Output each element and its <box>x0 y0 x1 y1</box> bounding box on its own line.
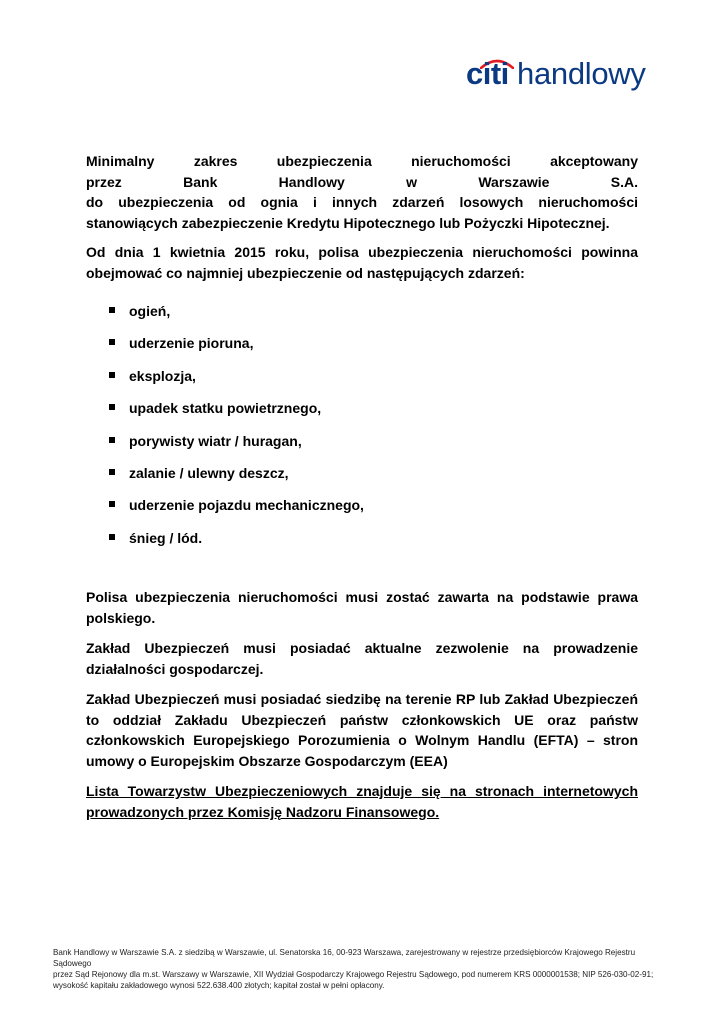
bullet-square-icon <box>109 339 115 345</box>
heading-line-2: przez Bank Handlowy w Warszawie S.A. <box>86 173 638 190</box>
heading-line-1: Minimalny zakres ubezpieczenia nieruchomości akceptowany <box>86 153 638 169</box>
bullet-square-icon <box>109 372 115 378</box>
bullet-square-icon <box>109 469 115 475</box>
section-spacer <box>86 560 638 587</box>
list-item <box>86 366 638 398</box>
citi-handlowy-logo <box>466 54 652 98</box>
heading-line-4: stanowiących zabezpieczenie Kredytu Hipotecznego lub Pożyczki Hipotecznej. <box>86 214 610 231</box>
logo-name: handlowy <box>517 56 646 91</box>
list-item <box>86 333 638 365</box>
list-item <box>86 301 638 333</box>
heading-line-3: do ubezpieczenia od ognia i innych zdarzeń losowych nieruchomości <box>86 194 638 210</box>
seat-paragraph: Zakład Ubezpieczeń musi posiadać siedzibę na terenie RP lub Zakład Ubezpieczeń to oddział Zakładu Ubezpieczeń państw członkowskich UE oraz państw członkowskich Europejskiego Porozumienia o Wolnym Handlu (EFTA) – stron umowy o Europejskim Obszarze Gospodarczym (EEA) <box>86 691 638 769</box>
bullet-square-icon <box>109 437 115 443</box>
intro-paragraph: Od dnia 1 kwietnia 2015 roku, polisa ubezpieczenia nieruchomości powinna obejmować co najmniej ubezpieczenie od następujących zdarzeń: <box>86 244 638 281</box>
knf-list-link[interactable]: Lista Towarzystw Ubezpieczeniowych znajduje się na stronach internetowych prowadzonych przez Komisję Nadzoru Finansowego. <box>86 783 638 820</box>
bullet-square-icon <box>109 307 115 313</box>
list-item-text: uderzenie pojazdu mechanicznego, <box>129 497 364 514</box>
list-item <box>86 398 638 430</box>
list-item-text: upadek statku powietrznego, <box>129 400 322 417</box>
footer-line-2: przez Sąd Rejonowy dla m.st. Warszawy w Warszawie, XII Wydział Gospodarczy Krajowego Rejestru Sądowego, pod numerem KRS 0000001538; NIP 526-030-02-91; <box>53 970 654 979</box>
list-item-text: porywisty wiatr / huragan, <box>129 432 302 449</box>
law-paragraph: Polisa ubezpieczenia nieruchomości musi zostać zawarta na podstawie prawa polskiego. <box>86 589 638 626</box>
footer-legal-note <box>53 947 673 991</box>
list-item-text: zalanie / ulewny deszcz, <box>129 464 289 481</box>
bullet-square-icon <box>109 404 115 410</box>
list-item-text: ogień, <box>129 303 171 319</box>
insured-events-list <box>86 301 638 560</box>
bullet-square-icon <box>109 501 115 507</box>
list-item <box>86 463 638 495</box>
list-item <box>86 431 638 463</box>
footer-line-3: wysokość kapitału zakładowego wynosi 522.638.400 złotych; kapitał został w pełni opłacony. <box>53 981 385 990</box>
permit-paragraph: Zakład Ubezpieczeń musi posiadać aktualne zezwolenie na prowadzenie działalności gospodarczej. <box>86 640 638 677</box>
document-body <box>86 151 638 822</box>
footer-line-1: Bank Handlowy w Warszawie S.A. z siedzibą w Warszawie, ul. Senatorska 16, 00-923 Warszawa, zarejestrowany w rejestrze przedsiębiorców Krajowego Rejestru Sądowego <box>53 948 636 968</box>
document-heading <box>86 151 638 233</box>
list-item-text: eksplozja, <box>129 367 196 384</box>
bullet-square-icon <box>109 534 115 540</box>
list-item-text: uderzenie pioruna, <box>129 335 254 352</box>
list-item-text: śnieg / lód. <box>129 529 203 546</box>
logo-brand: citi <box>466 56 509 91</box>
list-item <box>86 528 638 560</box>
list-item <box>86 495 638 527</box>
